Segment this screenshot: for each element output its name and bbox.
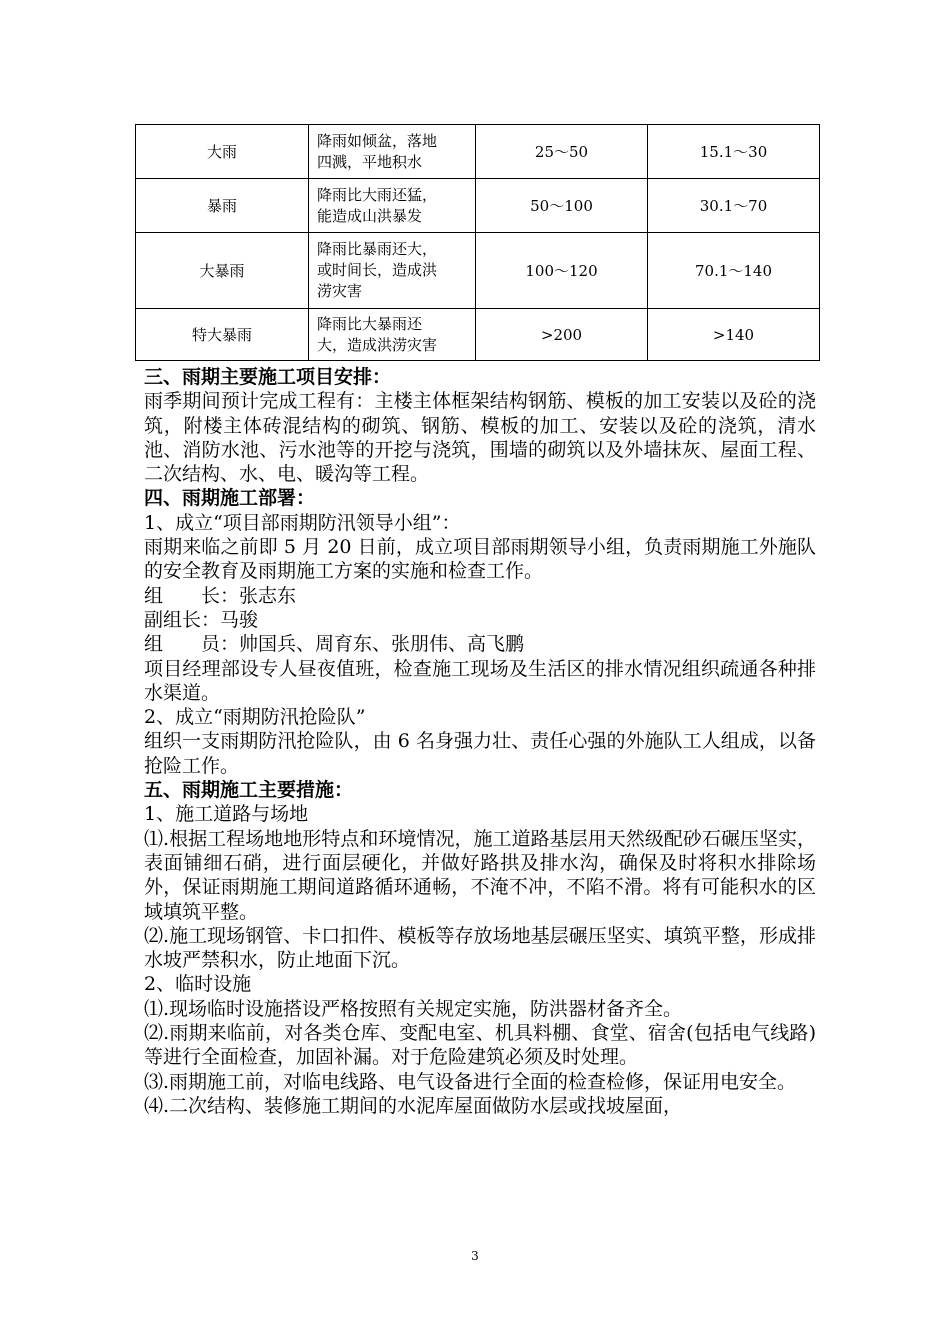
range-a-cell: >200	[476, 309, 648, 361]
section-3-heading: 三、雨期主要施工项目安排：	[144, 366, 392, 388]
subsection-5-2-item-2: ⑵.雨期来临前，对各类仓库、变配电室、机具料棚、食堂、宿舍(包括电气线路)等进行全面检查，加固补漏。对于危险建筑必须及时处理。	[144, 1022, 816, 1069]
subsection-5-2-item-1: ⑴.现场临时设施搭设严格按照有关规定实施，防洪器材备齐全。	[144, 997, 683, 1020]
table-row	[136, 233, 820, 309]
description-line: 降雨比暴雨还大，	[317, 240, 438, 258]
range-b-cell: >140	[648, 309, 820, 361]
description-line: 降雨比大雨还猛，	[317, 185, 438, 204]
section-3-paragraph: 雨季期间预计完成工程有：主楼主体框架结构钢筋、模板的加工安装以及砼的浇筑，附楼主体砖混结构的砌筑、钢筋、模板的加工、安装以及砼的浇筑，清水池、消防水池、污水池等的开挖与浇筑，围墙的砌筑以及外墙抹灰、屋面工程、二次结构、水、电、暖沟等工程。	[144, 390, 816, 486]
rain-description-cell	[309, 179, 476, 233]
rain-description-cell	[309, 233, 476, 309]
rain-level-cell: 特大暴雨	[136, 309, 309, 361]
rain-level-cell: 大雨	[136, 125, 309, 179]
range-b-cell: 15.1～30	[648, 125, 820, 179]
table-row	[136, 309, 820, 361]
team-members-line: 组 员：帅国兵、周育东、张朋伟、高飞鹏	[144, 633, 525, 656]
team-leader-line: 组 长：张志东	[144, 584, 297, 607]
table-row	[136, 125, 820, 179]
description-line: 大，造成洪涝灾害	[317, 335, 438, 354]
description-line: 能造成山洪暴发	[317, 206, 423, 225]
document-body	[144, 365, 816, 1118]
vice-leader-line: 副组长：马骏	[144, 608, 259, 631]
subsection-4-1-heading: 1、成立“项目部雨期防汛领导小组”：	[144, 511, 461, 534]
subsection-5-2-heading: 2、临时设施	[144, 973, 252, 996]
description-line: 或时间长，造成洪	[317, 261, 438, 279]
range-b-cell: 30.1～70	[648, 179, 820, 233]
description-line: 四溅，平地积水	[317, 152, 423, 171]
subsection-5-1-item-2: ⑵.施工现场钢管、卡口扣件、模板等存放场地基层碾压坚实、填筑平整，形成排水坡严禁积水，防止地面下沉。	[144, 924, 816, 972]
subsection-4-2-heading: 2、成立“雨期防汛抢险队”	[144, 706, 366, 729]
duty-paragraph: 项目经理部设专人昼夜值班，检查施工现场及生活区的排水情况组织疏通各种排水渠道。	[144, 657, 816, 704]
range-a-cell: 25～50	[476, 125, 648, 179]
subsection-5-2-item-3: ⑶.雨期施工前，对临电线路、电气设备进行全面的检查检修，保证用电安全。	[144, 1070, 797, 1093]
page-number: 3	[471, 1249, 479, 1263]
range-a-cell: 100～120	[476, 233, 648, 309]
description-line: 降雨比大暴雨还	[317, 314, 423, 333]
rain-level-cell: 暴雨	[136, 179, 309, 233]
description-line: 涝灾害	[317, 282, 363, 300]
description-line: 降雨如倾盆，落地	[317, 131, 438, 150]
range-a-cell: 50～100	[476, 179, 648, 233]
table-row	[136, 179, 820, 233]
subsection-5-1-heading: 1、施工道路与场地	[144, 803, 309, 826]
rainfall-classification-table	[135, 124, 820, 361]
rain-description-cell	[309, 309, 476, 361]
rain-description-cell	[309, 125, 476, 179]
subsection-4-2-paragraph: 组织一支雨期防汛抢险队，由 6 名身强力壮、责任心强的外施队工人组成，以备抢险工作。	[144, 730, 816, 777]
subsection-4-1-paragraph: 雨期来临之前即 5 月 20 日前，成立项目部雨期领导小组，负责雨期施工外施队的安全教育及雨期施工方案的实施和检查工作。	[144, 536, 816, 583]
section-4-heading: 四、雨期施工部署：	[144, 487, 316, 510]
rain-level-cell: 大暴雨	[136, 233, 309, 309]
range-b-cell: 70.1～140	[648, 233, 820, 309]
section-5-heading: 五、雨期施工主要措施：	[144, 779, 354, 802]
subsection-5-2-item-4: ⑷.二次结构、装修施工期间的水泥库屋面做防水层或找坡屋面，	[144, 1094, 683, 1117]
subsection-5-1-item-1: ⑴.根据工程场地地形特点和环境情况，施工道路基层用天然级配砂石碾压坚实，表面铺细石硝，进行面层硬化，并做好路拱及排水沟，确保及时将积水排除场外，保证雨期施工期间道路循环通畅，不淹不冲，不陷不滑。将有可能积水的区域填筑平整。	[144, 827, 816, 923]
